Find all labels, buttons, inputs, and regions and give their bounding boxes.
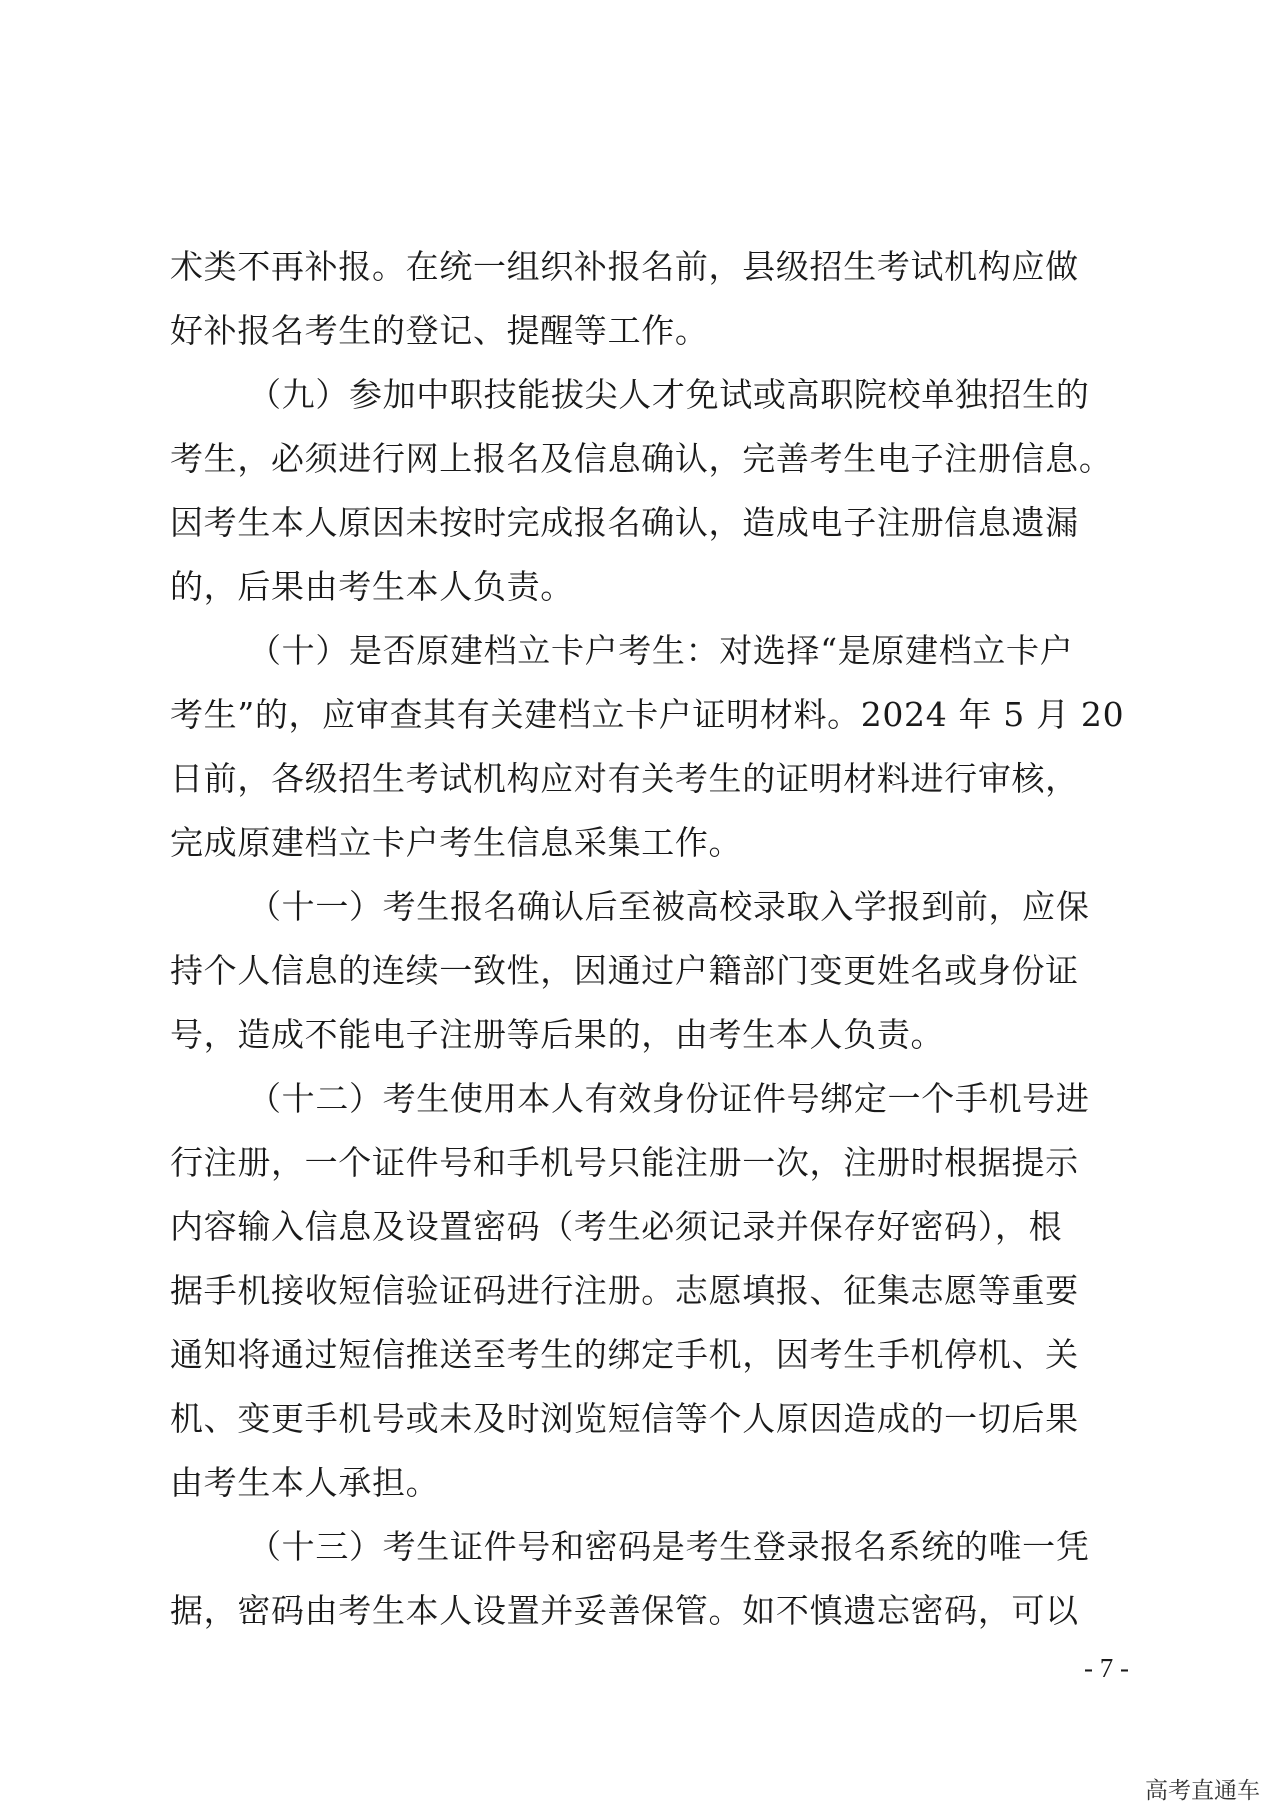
paragraph-eleven-start: （十一）考生报名确认后至被高校录取入学报到前，应保 — [248, 887, 1090, 926]
text-line: 考生”的，应审查其有关建档立卡户证明材料。2024 年 5 月 20 — [170, 695, 1125, 734]
text-line: 持个人信息的连续一致性，因通过户籍部门变更姓名或身份证 — [170, 951, 1079, 990]
paragraph-twelve-start: （十二）考生使用本人有效身份证件号绑定一个手机号进 — [248, 1079, 1090, 1118]
text-line: 考生，必须进行网上报名及信息确认，完善考生电子注册信息。 — [170, 439, 1113, 478]
page-number: - 7 - — [1084, 1653, 1129, 1683]
text-line: 内容输入信息及设置密码（考生必须记录并保存好密码），根 — [170, 1207, 1063, 1246]
text-line: 因考生本人原因未按时完成报名确认，造成电子注册信息遗漏 — [170, 503, 1079, 542]
text-line: 完成原建档立卡户考生信息采集工作。 — [170, 823, 743, 862]
text-line: 号，造成不能电子注册等后果的，由考生本人负责。 — [170, 1015, 945, 1054]
text-line: 好补报名考生的登记、提醒等工作。 — [170, 311, 709, 350]
text-line: 术类不再补报。在统一组织补报名前，县级招生考试机构应做 — [170, 247, 1079, 286]
text-line: 机、变更手机号或未及时浏览短信等个人原因造成的一切后果 — [170, 1399, 1079, 1438]
text-line: 的，后果由考生本人负责。 — [170, 567, 574, 606]
paragraph-nine-start: （九）参加中职技能拔尖人才免试或高职院校单独招生的 — [248, 375, 1090, 414]
text-line: 据手机接收短信验证码进行注册。志愿填报、征集志愿等重要 — [170, 1271, 1079, 1310]
text-line: 行注册，一个证件号和手机号只能注册一次，注册时根据提示 — [170, 1143, 1079, 1182]
paragraph-thirteen-start: （十三）考生证件号和密码是考生登录报名系统的唯一凭 — [248, 1527, 1090, 1566]
text-line: 据，密码由考生本人设置并妥善保管。如不慎遗忘密码，可以 — [170, 1591, 1079, 1630]
text-line: 通知将通过短信推送至考生的绑定手机，因考生手机停机、关 — [170, 1335, 1079, 1374]
paragraph-ten-start: （十）是否原建档立卡户考生：对选择“是原建档立卡户 — [248, 631, 1074, 670]
text-line: 日前，各级招生考试机构应对有关考生的证明材料进行审核， — [170, 759, 1079, 798]
body-text — [170, 235, 1125, 1643]
watermark-text: 高考直通车 — [1145, 1778, 1260, 1804]
text-line: 由考生本人承担。 — [170, 1463, 440, 1502]
